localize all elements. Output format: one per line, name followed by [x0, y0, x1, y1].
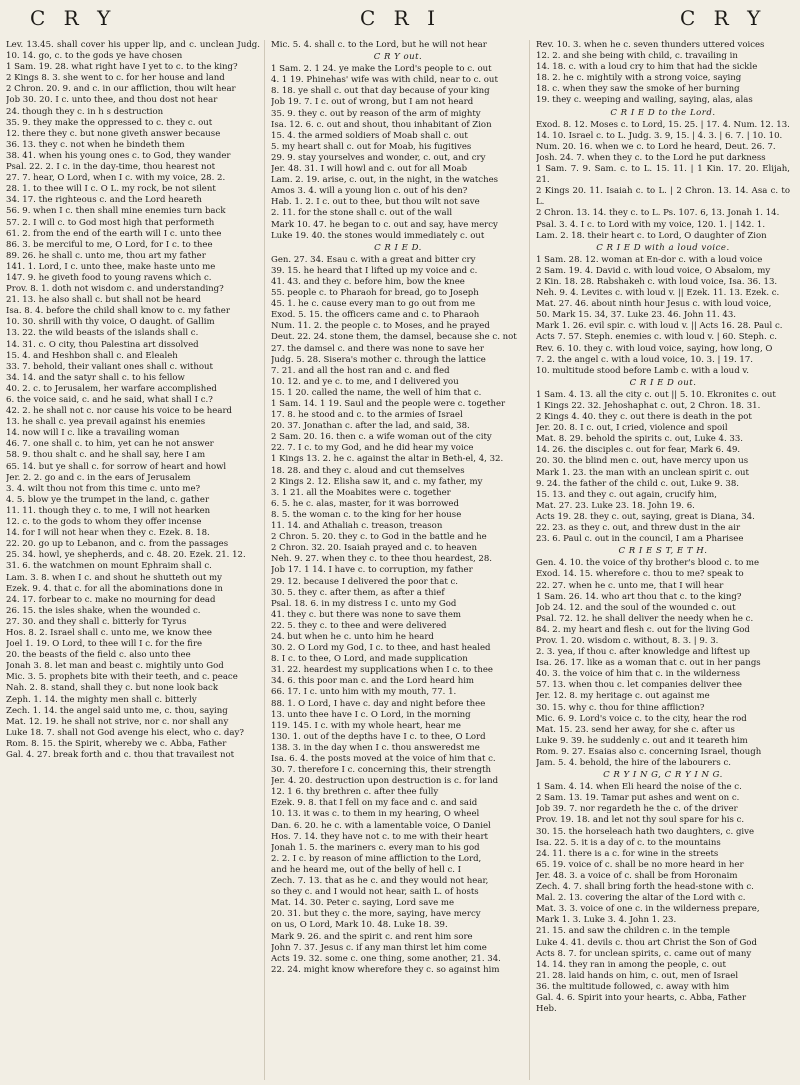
concordance-entry: 65. 14. but ye shall c. for sorrow of heart and howl [6, 461, 227, 472]
concordance-entry: 1 Sam. 4. 14. when Eli heard the noise of the c. [536, 782, 742, 793]
concordance-entry: 31. 22. heardest my supplications when I c. to thee [271, 665, 493, 676]
concordance-entry: Gen. 27. 34. Esau c. with a great and bitter cry [271, 254, 476, 265]
concordance-entry: Neh. 9. 4. Levites c. with loud v. || Ezek. 11. 13. Ezek. c. [536, 288, 780, 299]
concordance-entry: 12. c. to the gods to whom they offer incense [6, 517, 202, 528]
concordance-entry: 2 Sam. 20. 16. then c. a wife woman out of the city [271, 432, 492, 443]
concordance-entry: 15. 1 20. called the name, the well of him that c. [271, 387, 482, 398]
concordance-entry: 4. 5. blow ye the trumpet in the land, c. gather [6, 494, 210, 505]
concordance-entry: 7. 2. the angel c. with a loud voice, 10. 3. | 19. 17. [536, 354, 754, 365]
concordance-entry: 35. 9. they c. out by reason of the arm of mighty [271, 108, 481, 119]
concordance-entry: Prov. 1. 20. wisdom c. without, 8. 3. | 9. 3. [536, 635, 719, 646]
concordance-entry: 22. 5. they c. to thee and were delivered [271, 620, 447, 631]
concordance-entry: 13. unto thee have I c. O Lord, in the morning [271, 709, 471, 720]
concordance-entry: 119. 145. I c. with my whole heart, hear me [271, 720, 461, 731]
concordance-entry: 1 Sam. 4. 13. all the city c. out || 5. 10. Ekronites c. out [536, 389, 776, 400]
concordance-entry: Isa. 12. 6. c. out and shout, thou inhabitant of Zion [271, 119, 492, 130]
concordance-entry: 17. 8. he stood and c. to the armies of Israel [271, 410, 463, 421]
concordance-entry: 2 Kings 4. 40. they c. out there is death in the pot [536, 412, 752, 423]
concordance-entry: 15. 13. and they c. out again, crucify him, [536, 489, 717, 500]
concordance-entry: 1 Kings 22. 32. Jehoshaphat c. out, 2 Chron. 18. 31. [536, 401, 761, 411]
concordance-entry: 3. 1 21. all the Moabites were c. together [271, 487, 451, 498]
page-header [0, 0, 800, 38]
concordance-entry: Psal. 72. 12. he shall deliver the needy when he c. [536, 613, 754, 624]
concordance-entry: Lam. 2. 18. their heart c. to Lord, O daughter of Zion [536, 230, 767, 241]
concordance-entry: Acts 7. 57. Steph. enemies c. with loud v. | 60. Steph. c. [536, 332, 777, 343]
concordance-entry: 18. 2. he c. mightily with a strong voice, saying [536, 73, 742, 84]
concordance-entry: 40. 3. the voice of him that c. in the wilderness [536, 669, 741, 680]
concordance-entry: Isa. 22. 5. it is a day of c. to the mountains [536, 837, 721, 848]
concordance-entry: Hos. 7. 14. they have not c. to me with their heart [271, 831, 488, 842]
concordance-entry: Luke 4. 41. devils c. thou art Christ the Son of God [536, 937, 757, 948]
concordance-entry: 56. 9. when I c. then shall mine enemies turn back [6, 206, 226, 217]
concordance-entry: 2 Kings 2. 12. Elisha saw it, and c. my father, my [271, 476, 483, 487]
concordance-entry: 26. 15. the isles shake, when the wounded c. [6, 605, 201, 616]
concordance-entry: Isa. 26. 17. like as a woman that c. out in her pangs [536, 658, 761, 669]
concordance-entry: Judg. 5. 28. Sisera's mother c. through the lattice [271, 354, 486, 365]
concordance-entry: Hos. 8. 2. Israel shall c. unto me, we know thee [6, 627, 212, 638]
concordance-entry: 22. 7. I c. to my God, and he did hear my voice [271, 443, 474, 454]
concordance-entry: 1 Sam. 14. 1 19. Saul and the people were c. together [271, 399, 506, 409]
concordance-entry: 55. people c. to Pharaoh for bread, go to Joseph [271, 288, 479, 299]
concordance-entry: 2 Chron. 20. 9. and c. in our affliction, thou wilt hear [6, 84, 236, 95]
concordance-entry: 2 Sam. 13. 19. Tamar put ashes and went on c. [536, 793, 740, 804]
concordance-entry: 2. 3. yea, if thou c. after knowledge and liftest up [536, 647, 750, 658]
concordance-entry: 8. I c. to thee, O Lord, and made supplication [271, 654, 468, 665]
concordance-entry: Jonah 3. 8. let man and beast c. mightily unto God [6, 661, 224, 672]
concordance-entry: 10. 30. shrill with thy voice, O daught. of Gallim [6, 317, 215, 328]
concordance-entry: Neh. 9. 27. when they c. to thee thou heardest, 28. [271, 554, 493, 565]
concordance-entry: Prov. 8. 1. doth not wisdom c. and understanding? [6, 284, 224, 295]
concordance-entry: 33. 7. behold, their valiant ones shall c. without [6, 361, 213, 372]
concordance-entry: 20. 31. but they c. the more, saying, have mercy [271, 909, 481, 920]
concordance-entry: Luke 19. 40. the stones would immediately c. out [271, 230, 485, 241]
concordance-entry: 22. 20. go up to Lebanon, and c. from the passages [6, 539, 229, 550]
concordance-entry: 27. the damsel c. and there was none to save her [271, 343, 484, 354]
concordance-entry: 14. 10. Israel c. to L. Judg. 3. 9, 15. | 4. 3. | 6. 7. | 10. 10. [536, 130, 783, 141]
concordance-entry: 14. 26. the disciples c. out for fear, Mark 6. 49. [536, 445, 741, 456]
concordance-entry: 30. 5. they c. after them, as after a thief [271, 587, 445, 598]
concordance-entry: Joel 1. 19. O Lord, to thee will I c. for the fire [6, 639, 203, 650]
concordance-entry: Lam. 3. 8. when I c. and shout he shutteth out my [6, 572, 222, 583]
concordance-entry: Isa. 6. 4. the posts moved at the voice of him that c. [271, 754, 496, 764]
concordance-entry: Mic. 3. 5. prophets bite with their teeth, and c. peace [6, 672, 238, 683]
text-columns [6, 40, 794, 1080]
concordance-entry: Jer. 48. 3. a voice of c. shall be from Horonaim [536, 870, 738, 881]
section-heading: C R I E D out. [629, 377, 697, 388]
section-heading: C R Y out. [373, 52, 423, 63]
section-heading: C R Y I N G, C R Y I N G. [603, 770, 723, 781]
concordance-entry: 2. 11. for the stone shall c. out of the wall [271, 208, 453, 219]
concordance-entry: 21. 28. laid hands on him, c. out, men of Israel [536, 970, 739, 981]
concordance-entry: Acts 19. 32. some c. one thing, some another, 21. 34. [271, 953, 501, 964]
section-heading: C R I E S T, E T H. [618, 546, 708, 557]
concordance-entry: 41. they c. but there was none to save them [271, 609, 461, 620]
concordance-entry: 40. 2. c. to Jerusalem, her warfare accomplished [6, 383, 217, 394]
concordance-entry: Rev. 6. 10. they c. with loud voice, saying, how long, O [536, 343, 773, 354]
concordance-entry: Zech. 4. 7. shall bring forth the head-stone with c. [536, 882, 754, 893]
concordance-entry: 88. 1. O Lord, I have c. day and night before thee [271, 698, 486, 709]
concordance-entry: Acts 8. 7. for unclean spirits, c. came out of many [536, 948, 752, 959]
concordance-entry: 2 Sam. 19. 4. David c. with loud voice, O Absalom, my [536, 265, 771, 276]
concordance-entry: 22. 27. when he c. unto me, that I will hear [536, 580, 724, 591]
concordance-entry: Psal. 18. 6. in my distress I c. unto my God [271, 598, 457, 609]
concordance-entry: 147. 9. he giveth food to young ravens which c. [6, 272, 212, 283]
concordance-entry: Ezek. 9. 8. that I fell on my face and c. and said [271, 798, 478, 809]
concordance-entry: 34. 6. this poor man c. and the Lord heard him [271, 676, 475, 687]
concordance-entry: 22. 23. as they c. out, and threw dust in the air [536, 523, 741, 534]
concordance-entry: 2 Kin. 18. 28. Rabshakeh c. with loud voice, Isa. 36. 13. [536, 276, 778, 287]
concordance-entry: Mark 10. 47. he began to c. out and say, have mercy [271, 219, 498, 230]
concordance-entry: 23. 6. Paul c. out in the council, I am a Pharisee [536, 534, 744, 545]
concordance-entry: 34. 14. and the satyr shall c. to his fellow [6, 372, 185, 383]
concordance-entry: 36. the multitude followed, c. away with him [536, 981, 730, 992]
concordance-entry: Mat. 27. 23. Luke 23. 18. John 19. 6. [536, 500, 695, 511]
concordance-entry: 6. the voice said, c. and he said, what shall I c.? [6, 395, 213, 405]
concordance-entry: Dan. 6. 20. he c. with a lamentable voice, O Daniel [271, 820, 491, 831]
concordance-entry: 1 Sam. 7. 9. Sam. c. to L. 15. 11. | 1 Kin. 17. 20. Elijah, 21. [536, 164, 790, 186]
concordance-entry: Mic. 5. 4. shall c. to the Lord, but he will not hear [271, 40, 487, 50]
concordance-entry: 2 Chron. 5. 20. they c. to God in the battle and he [271, 532, 487, 543]
concordance-entry: Jer. 2. 2. go and c. in the ears of Jerusalem [6, 472, 191, 483]
concordance-entry: Josh. 24. 7. when they c. to the Lord he put darkness [536, 152, 766, 163]
concordance-entry: Zech. 7. 13. that as he c. and they would not hear, [271, 876, 489, 887]
concordance-entry: Rev. 10. 3. when he c. seven thunders uttered voices [536, 40, 765, 50]
concordance-entry: 24. but when he c. unto him he heard [271, 631, 434, 642]
concordance-entry: Mat. 27. 46. about ninth hour Jesus c. with loud voice, [536, 299, 772, 310]
running-head-center: C R I [360, 6, 441, 30]
concordance-entry: Gal. 4. 6. Spirit into your hearts, c. Abba, Father [536, 992, 747, 1003]
concordance-entry: 18. 28. and they c. aloud and cut themselves [271, 465, 465, 476]
concordance-entry: Isa. 8. 4. before the child shall know to c. my father [6, 306, 230, 317]
concordance-entry: Mark 1. 3. Luke 3. 4. John 1. 23. [536, 915, 677, 926]
concordance-entry: 57. 13. when thou c. let companies deliver thee [536, 680, 742, 691]
concordance-entry: 20. the beasts of the field c. also unto thee [6, 650, 191, 661]
concordance-entry: Psal. 3. 4. I c. to Lord with my voice, 120. 1. | 142. 1. [536, 219, 766, 230]
concordance-entry: 21. 15. and saw the children c. in the temple [536, 926, 730, 937]
running-head-right: C R Y [680, 6, 767, 30]
concordance-entry: 10. 12. and ye c. to me, and I delivered you [271, 376, 459, 387]
concordance-entry: 10. 13. it was c. to them in my hearing, O wheel [271, 809, 480, 820]
concordance-entry: 30. 15. the horseleach hath two daughters, c. give [536, 826, 755, 837]
concordance-entry: 14. 18. c. with a loud cry to him that had the sickle [536, 62, 758, 73]
section-heading: C R I E D. [374, 242, 422, 253]
concordance-entry: 11. 11. though they c. to me, I will not hearken [6, 505, 211, 516]
concordance-entry: Lev. 13.45. shall cover his upper lip, and c. unclean Judg. 10. 14. go, c. to the gods ye have chosen [6, 40, 260, 62]
column-3 [536, 40, 794, 1080]
concordance-entry: 46. 7. one shall c. to him, yet can he not answer [6, 439, 214, 450]
concordance-entry: 12. there they c. but none giveth answer because [6, 128, 221, 139]
concordance-entry: Amos 3. 4. will a young lion c. out of his den? [271, 186, 468, 197]
concordance-entry: Job 17. 1 14. I have c. to corruption, my father [271, 565, 473, 576]
concordance-entry: Mat. 14. 30. Peter c. saying, Lord save me [271, 898, 455, 909]
concordance-entry: 2 Chron. 13. 14. they c. to L. Ps. 107. 6, 13. Jonah 1. 14. [536, 208, 780, 219]
concordance-entry: Job 24. 12. and the soul of the wounded c. out [536, 602, 736, 613]
concordance-entry: 61. 2. from the end of the earth will I c. unto thee [6, 228, 222, 239]
concordance-entry: Gal. 4. 27. break forth and c. thou that travailest not [6, 750, 235, 760]
concordance-entry: Zech. 1. 14. the angel said unto me, c. thou, saying [6, 705, 228, 716]
concordance-entry: 31. 6. the watchmen on mount Ephraim shall c. [6, 561, 212, 572]
running-head-left: C R Y [30, 6, 117, 30]
concordance-entry: 58. 9. thou shalt c. and he shall say, here I am [6, 450, 206, 461]
concordance-entry: 1 Sam. 28. 12. woman at En-dor c. with a loud voice [536, 254, 763, 265]
concordance-entry: 15. 4. the armed soldiers of Moab shall c. out [271, 130, 468, 141]
concordance-entry: 9. 24. the father of the child c. out, Luke 9. 38. [536, 478, 739, 489]
concordance-entry: 138. 3. in the day when I c. thou answeredst me [271, 742, 480, 753]
concordance-entry: 8. 18. ye shall c. out that day because of your king [271, 86, 490, 97]
concordance-entry: 25. 34. howl, ye shepherds, and c. 48. 20. Ezek. 21. 12. [6, 550, 246, 561]
concordance-entry: 19. they c. weeping and wailing, saying, alas, alas [536, 95, 753, 106]
column-2 [271, 40, 530, 1080]
concordance-entry: Exod. 8. 12. Moses c. to Lord, 15. 25. | 17. 4. Num. 12. 13. [536, 119, 790, 130]
concordance-entry: 2. 2. I c. by reason of mine affliction to the Lord, [271, 853, 482, 864]
concordance-entry: 1 Sam. 2. 1 24. ye make the Lord's people to c. out [271, 64, 492, 75]
concordance-entry: 28. 1. to thee will I c. O L. my rock, be not silent [6, 184, 216, 195]
concordance-entry: 2 Chron. 32. 20. Isaiah prayed and c. to heaven [271, 543, 477, 554]
concordance-entry: 1 Sam. 19. 28. what right have I yet to c. to the king? [6, 62, 238, 73]
concordance-entry: Deut. 22. 24. stone them, the damsel, because she c. not [271, 332, 517, 343]
concordance-entry: 6. 5. he c. alas, master, for it was borrowed [271, 498, 459, 509]
concordance-entry: Jer. 4. 20. destruction upon destruction is c. for land [271, 776, 499, 787]
concordance-entry: 11. 14. and Athaliah c. treason, treason [271, 521, 443, 532]
concordance-entry: Prov. 19. 18. and let not thy soul spare for his c. [536, 815, 745, 826]
concordance-entry: Mark 1. 23. the man with an unclean spirit c. out [536, 467, 749, 478]
concordance-entry: 45. 1. he c. cause every man to go out from me [271, 299, 476, 310]
section-heading: C R I E D with a loud voice. [596, 242, 730, 253]
concordance-entry: Zeph. 1. 14. the mighty men shall c. bitterly [6, 694, 197, 705]
concordance-entry: 12. 1 6. thy brethren c. after thee fully [271, 787, 439, 798]
column-1 [6, 40, 265, 1080]
concordance-entry: 14. 31. c. O city, thou Palestina art dissolved [6, 339, 199, 350]
concordance-entry: 27. 7. hear, O Lord, when I c. with my voice, 28. 2. [6, 173, 226, 184]
concordance-entry: Num. 11. 2. the people c. to Moses, and he prayed [271, 321, 490, 332]
concordance-entry: 35. 9. they make the oppressed to c. they c. out [6, 117, 213, 128]
concordance-entry: 36. 13. they c. not when he bindeth them [6, 139, 185, 150]
concordance-entry: 4. 1 19. Phinehas' wife was with child, near to c. out [271, 75, 498, 86]
concordance-entry: John 7. 37. Jesus c. if any man thirst let him come [271, 942, 487, 953]
concordance-entry: Mat. 15. 23. send her away, for she c. after us [536, 724, 735, 735]
concordance-entry: 20. 30. the blind men c. out, have mercy upon us [536, 456, 749, 467]
concordance-entry: 18. c. when they saw the smoke of her burning [536, 84, 740, 95]
concordance-entry: Acts 19. 28. they c. out, saying, great is Diana, 34. [536, 511, 755, 522]
concordance-entry: 57. 2. I will c. to God most high that performeth [6, 217, 215, 228]
concordance-entry: 22. 24. might know wherefore they c. so against him [271, 964, 500, 975]
concordance-entry: 39. 15. he heard that I lifted up my voice and c. [271, 265, 478, 276]
concordance-entry: 13. he shall c. yea prevail against his enemies [6, 417, 206, 428]
concordance-entry: 84. 2. my heart and flesh c. out for the living God [536, 624, 750, 635]
concordance-entry: 8. 5. the woman c. to the king for her house [271, 509, 462, 520]
concordance-entry: 89. 26. he shall c. unto me, thou art my father [6, 250, 206, 261]
concordance-entry: 2 Kings 8. 3. she went to c. for her house and land [6, 73, 225, 84]
concordance-entry: Jonah 1. 5. the mariners c. every man to his god [271, 842, 480, 853]
concordance-entry: and he heard me, out of the belly of hell c. I [271, 864, 462, 875]
concordance-entry: Job 30. 20. I c. unto thee, and thou dost not hear [6, 95, 218, 106]
concordance-entry: 30. 15. why c. thou for thine affliction? [536, 702, 705, 713]
concordance-entry: 20. 37. Jonathan c. after the lad, and said, 38. [271, 421, 470, 432]
concordance-entry: 21. 13. he also shall c. but shall not be heard [6, 295, 201, 306]
concordance-entry: 14. now will I c. like a travailing woman [6, 428, 180, 439]
concordance-entry: 41. 43. and they c. before him, bow the knee [271, 276, 465, 287]
concordance-entry: Luke 18. 7. shall not God avenge his elect, who c. day? [6, 727, 244, 738]
concordance-entry: 34. 17. the righteous c. and the Lord heareth [6, 195, 202, 206]
concordance-entry: Mat. 12. 19. he shall not strive, nor c. nor shall any [6, 716, 229, 727]
concordance-entry: so they c. and I would not hear, saith L. of hosts [271, 887, 479, 898]
concordance-entry: 66. 17. I c. unto him with my mouth, 77. 1. [271, 687, 457, 698]
concordance-entry: 1 Sam. 26. 14. who art thou that c. to the king? [536, 591, 742, 602]
concordance-entry: 24. 11. there is a c. for wine in the streets [536, 848, 719, 859]
concordance-entry: 12. 2. and she being with child, c. travailing in [536, 51, 738, 62]
concordance-entry: Ezek. 9. 4. that c. for all the abominations done in [6, 583, 223, 594]
concordance-entry: 15. 4. and Heshbon shall c. and Elealeh [6, 350, 178, 361]
concordance-entry: 30. 2. O Lord my God, I c. to thee, and hast healed [271, 643, 491, 654]
concordance-entry: Psal. 22. 2. I c. in the day-time, thou hearest not [6, 162, 216, 173]
concordance-entry: 29. 12. because I delivered the poor that c. [271, 576, 458, 587]
concordance-entry: Jer. 12. 8. my heritage c. out against me [536, 691, 710, 702]
concordance-entry: 86. 3. be merciful to me, O Lord, for I c. to thee [6, 239, 213, 250]
concordance-entry: Mark 1. 26. evil spir. c. with loud v. || Acts 16. 28. Paul c. [536, 321, 783, 332]
concordance-entry: Lam. 2. 19. arise, c. out, in the night, in the watches [271, 175, 499, 186]
concordance-entry: 38. 41. when his young ones c. to God, they wander [6, 150, 231, 161]
concordance-entry: Rom. 8. 15. the Spirit, whereby we c. Abba, Father [6, 738, 227, 749]
concordance-entry: 1 Kings 13. 2. he c. against the altar in Beth-el, 4, 32. [271, 454, 504, 465]
concordance-entry: Num. 20. 16. when we c. to Lord he heard, Deut. 26. 7. [536, 141, 776, 152]
concordance-entry: 7. 21. and all the host ran and c. and fled [271, 365, 450, 376]
concordance-entry: Jam. 5. 4. behold, the hire of the labourers c. [536, 758, 731, 768]
concordance-entry: Exod. 14. 15. wherefore c. thou to me? speak to [536, 569, 744, 580]
concordance-entry: 30. 7. therefore I c. concerning this, their strength [271, 765, 492, 776]
concordance-entry: 5. my heart shall c. out for Moab, his fugitives [271, 141, 472, 152]
concordance-entry: Mal. 2. 13. covering the altar of the Lord with c. [536, 893, 746, 904]
concordance-entry: 130. 1. out of the depths have I c. to thee, O Lord [271, 731, 486, 742]
concordance-entry: 10. multitude stood before Lamb c. with a loud v. [536, 365, 749, 376]
concordance-entry: 13. 22. the wild beasts of the islands shall c. [6, 328, 199, 339]
concordance-entry: Nah. 2. 8. stand, shall they c. but none look back [6, 683, 219, 694]
concordance-entry: Hab. 1. 2. I c. out to thee, but thou wilt not save [271, 197, 480, 208]
concordance-entry: 14. for I will not hear when they c. Ezek. 8. 18. [6, 528, 210, 539]
concordance-entry: Mat. 8. 29. behold the spirits c. out, Luke 4. 33. [536, 434, 743, 445]
concordance-entry: Mic. 6. 9. Lord's voice c. to the city, hear the rod [536, 713, 747, 724]
concordance-entry: Rom. 9. 27. Esaias also c. concerning Israel, though [536, 746, 762, 757]
concordance-entry: 2 Kings 20. 11. Isaiah c. to L. | 2 Chron. 13. 14. Asa c. to L. [536, 186, 790, 208]
concordance-entry: 141. 1. Lord, I c. unto thee, make haste unto me [6, 261, 216, 272]
concordance-entry: 27. 30. and they shall c. bitterly for Tyrus [6, 616, 187, 627]
concordance-entry: Jer. 20. 8. I c. out, I cried, violence and spoil [536, 423, 728, 434]
concordance-entry: 42. 2. he shall not c. nor cause his voice to be heard [6, 406, 233, 417]
concordance-entry: Job 19. 7. I c. out of wrong, but I am not heard [271, 97, 474, 108]
concordance-entry: 24. 17. forbear to c. make no mourning for dead [6, 594, 216, 605]
concordance-entry: 65. 19. voice of c. shall be no more heard in her [536, 859, 744, 870]
section-heading: C R I E D to the Lord. [610, 107, 716, 118]
concordance-entry: Heb. [536, 1004, 557, 1015]
concordance-entry: 50. Mark 15. 34, 37. Luke 23. 46. John 11. 43. [536, 310, 737, 321]
concordance-entry: 24. though they c. in h s destruction [6, 106, 164, 117]
concordance-entry: Job 39. 7. nor regardeth he the c. of the driver [536, 804, 738, 815]
concordance-entry: 29. 9. stay yourselves and wonder, c. out, and cry [271, 152, 486, 163]
concordance-entry: Exod. 5. 15. the officers came and c. to Pharaoh [271, 310, 480, 321]
concordance-entry: 14. 14. they ran in among the people, c. out [536, 959, 726, 970]
concordance-entry: Luke 9. 39. he suddenly c. out and it teareth him [536, 735, 748, 746]
concordance-entry: on us, O Lord, Mark 10. 48. Luke 18. 39. [271, 920, 448, 931]
concordance-entry: Mark 9. 26. and the spirit c. and rent him sore [271, 931, 473, 942]
concordance-entry: 3. 4. wilt thou not from this time c. unto me? [6, 483, 201, 494]
concordance-entry: Jer. 48. 31. I will howl and c. out for all Moab [271, 164, 468, 175]
concordance-entry: Mat. 3. 3. voice of one c. in the wilderness prepare, [536, 904, 760, 915]
concordance-entry: Gen. 4. 10. the voice of thy brother's blood c. to me [536, 558, 760, 569]
